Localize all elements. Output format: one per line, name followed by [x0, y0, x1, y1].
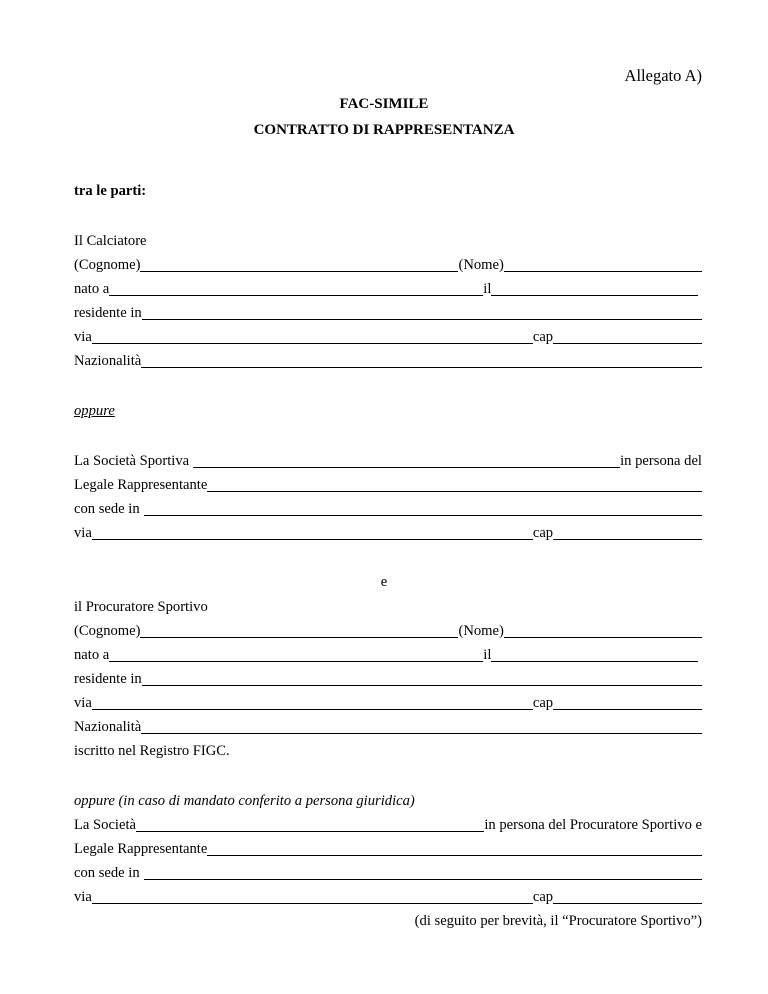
- societa-sede-row: [74, 500, 702, 518]
- procuratore-heading: il Procuratore Sportivo: [74, 599, 208, 615]
- cap-field[interactable]: [553, 903, 702, 904]
- cognome-label: (Cognome): [74, 257, 141, 273]
- nome-label: (Nome): [458, 257, 504, 273]
- nato-a-label: nato a: [74, 281, 110, 297]
- cognome-label: (Cognome): [74, 623, 141, 639]
- nazionalita-label: Nazionalità: [74, 353, 142, 369]
- il-label: il: [483, 647, 492, 663]
- nazionalita-label: Nazionalità: [74, 719, 142, 735]
- procuratore-nationality-row: [74, 718, 702, 736]
- sede-field[interactable]: [144, 515, 702, 516]
- document-title: FAC-SIMILE: [339, 96, 429, 112]
- il-field[interactable]: [491, 295, 698, 296]
- residente-label: residente in: [74, 305, 142, 321]
- il-label: il: [483, 281, 492, 297]
- via-field[interactable]: [92, 539, 533, 540]
- legale-label: Legale Rappresentante: [74, 477, 208, 493]
- calciatore-residence-row: [74, 304, 702, 322]
- nazionalita-field[interactable]: [141, 367, 702, 368]
- giuridica-legale-row: [74, 840, 702, 858]
- cap-label: cap: [532, 329, 554, 345]
- via-field[interactable]: [92, 903, 533, 904]
- via-label: via: [74, 695, 92, 711]
- societa-address-row: [74, 524, 702, 542]
- in-persona-label: in persona del: [620, 453, 702, 469]
- societa-legale-row: [74, 476, 702, 494]
- footer-note: (di seguito per brevità, il “Procuratore Sportivo”): [414, 913, 702, 929]
- calciatore-heading: Il Calciatore: [74, 233, 147, 249]
- giuridica-sede-row: [74, 864, 702, 882]
- in-persona-label: in persona del Procuratore Sportivo e: [484, 817, 702, 833]
- societa-field[interactable]: [136, 831, 484, 832]
- nato-a-label: nato a: [74, 647, 110, 663]
- procuratore-address-row: [74, 694, 702, 712]
- residente-field[interactable]: [142, 685, 702, 686]
- via-label: via: [74, 889, 92, 905]
- procuratore-birth-row: [74, 646, 698, 664]
- residente-label: residente in: [74, 671, 142, 687]
- residente-field[interactable]: [142, 319, 702, 320]
- il-field[interactable]: [491, 661, 698, 662]
- sede-field[interactable]: [144, 879, 702, 880]
- document-subtitle: CONTRATTO DI RAPPRESENTANZA: [253, 122, 515, 138]
- cap-field[interactable]: [553, 539, 702, 540]
- procuratore-name-row: [74, 622, 702, 640]
- sede-label: con sede in: [74, 501, 140, 517]
- allegato-label: Allegato A): [624, 66, 702, 85]
- societa-giuridica-row: [74, 816, 702, 834]
- via-label: via: [74, 329, 92, 345]
- intro-text: tra le parti:: [74, 183, 147, 199]
- societa-label: La Società: [74, 817, 136, 833]
- cap-label: cap: [532, 695, 554, 711]
- legale-field[interactable]: [207, 491, 702, 492]
- oppure-label: oppure: [74, 403, 115, 419]
- calciatore-birth-row: [74, 280, 698, 298]
- registro-text: iscritto nel Registro FIGC.: [74, 743, 230, 759]
- calciatore-name-row: [74, 256, 702, 274]
- via-field[interactable]: [92, 709, 533, 710]
- societa-sportiva-row: [74, 452, 702, 470]
- legale-label: Legale Rappresentante: [74, 841, 208, 857]
- conjunction-e: e: [380, 574, 388, 590]
- cognome-field[interactable]: [140, 271, 458, 272]
- oppure-giuridica-label: oppure (in caso di mandato conferito a persona giuridica): [74, 793, 415, 809]
- nome-label: (Nome): [458, 623, 504, 639]
- cap-label: cap: [532, 889, 554, 905]
- nome-field[interactable]: [504, 637, 702, 638]
- procuratore-residence-row: [74, 670, 702, 688]
- cognome-field[interactable]: [140, 637, 458, 638]
- giuridica-address-row: [74, 888, 702, 906]
- nato-a-field[interactable]: [109, 661, 483, 662]
- calciatore-nationality-row: [74, 352, 702, 370]
- societa-sportiva-label: La Società Sportiva: [74, 453, 190, 469]
- nato-a-field[interactable]: [109, 295, 483, 296]
- legale-field[interactable]: [207, 855, 702, 856]
- via-label: via: [74, 525, 92, 541]
- cap-field[interactable]: [553, 709, 702, 710]
- nome-field[interactable]: [504, 271, 702, 272]
- sede-label: con sede in: [74, 865, 140, 881]
- calciatore-address-row: [74, 328, 702, 346]
- cap-field[interactable]: [553, 343, 702, 344]
- nazionalita-field[interactable]: [141, 733, 702, 734]
- via-field[interactable]: [92, 343, 533, 344]
- societa-sportiva-field[interactable]: [193, 467, 620, 468]
- cap-label: cap: [532, 525, 554, 541]
